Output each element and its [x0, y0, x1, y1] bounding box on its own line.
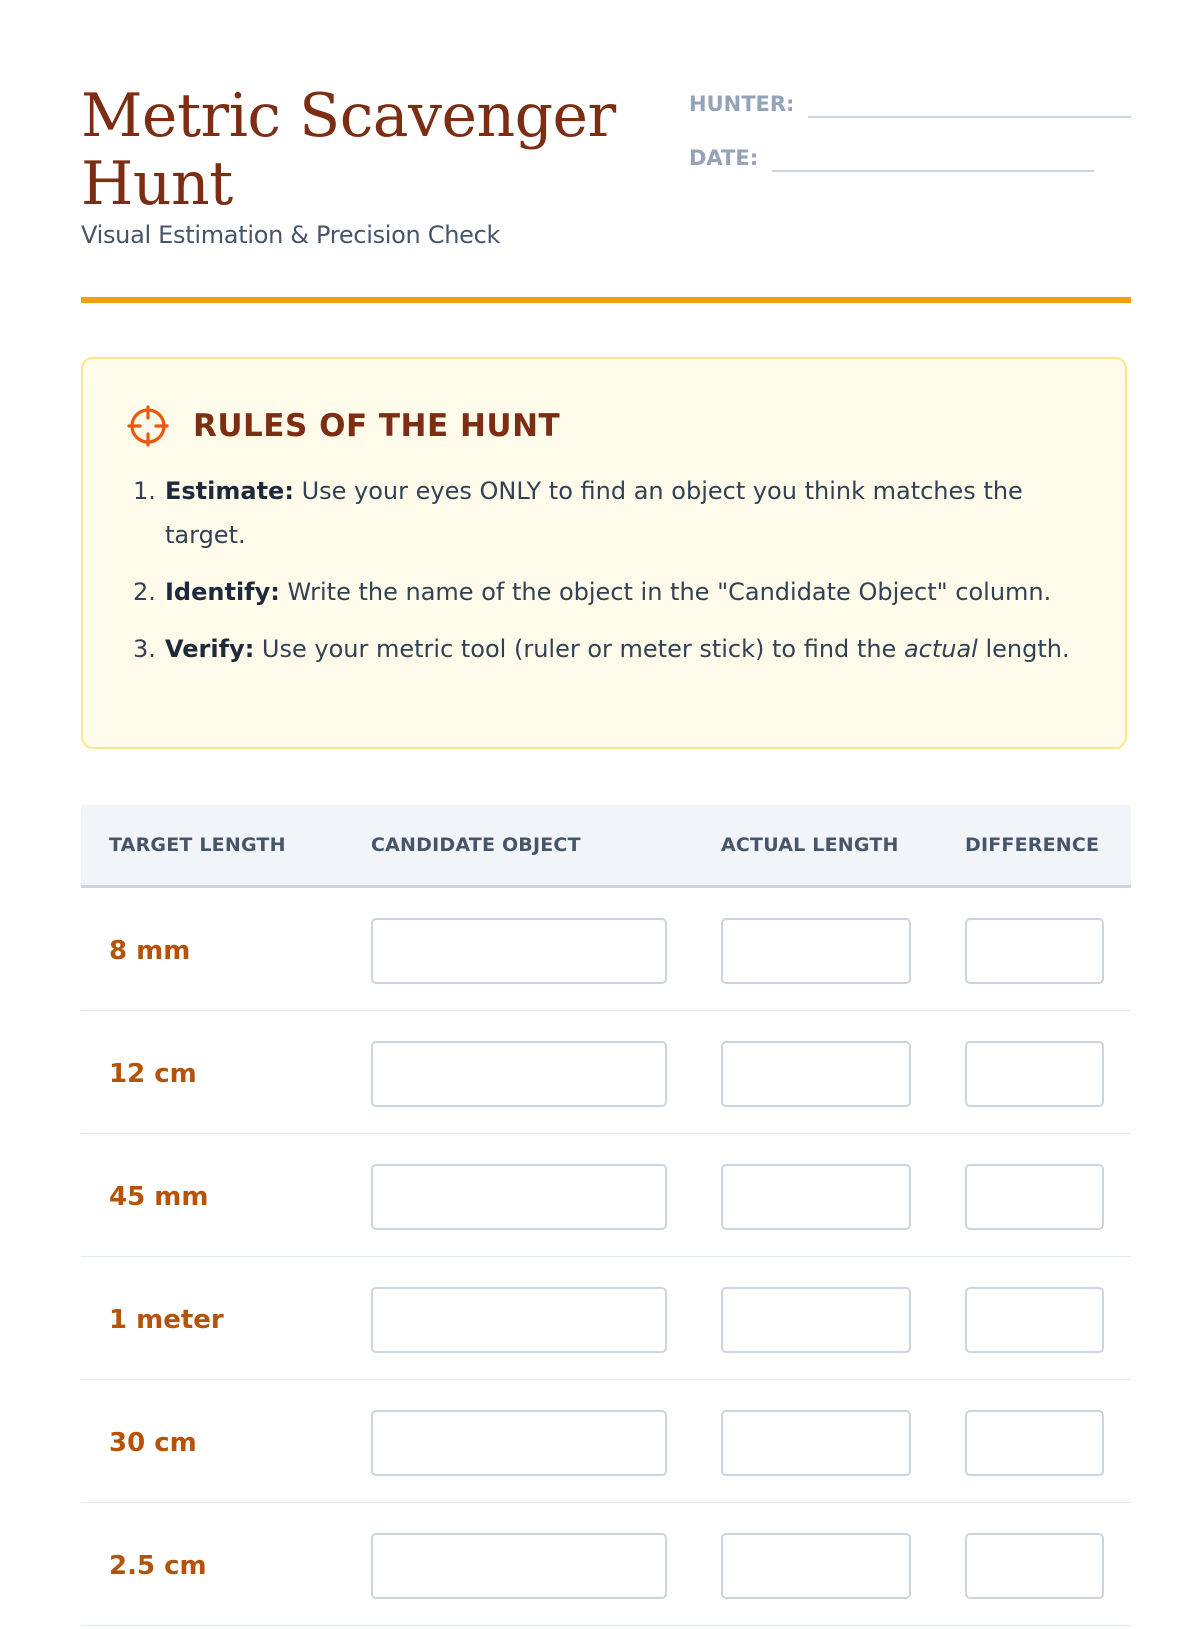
column-header-difference: DIFFERENCE [965, 834, 1100, 856]
target-length: 45 mm [109, 1182, 209, 1212]
rules-heading [127, 405, 560, 447]
candidate-object-input[interactable] [371, 1041, 667, 1107]
difference-input[interactable] [965, 1410, 1104, 1476]
column-header-candidate-object: CANDIDATE OBJECT [371, 834, 581, 856]
date-field [689, 140, 1094, 172]
candidate-object-input[interactable] [371, 1410, 667, 1476]
page-subtitle: Visual Estimation & Precision Check [81, 221, 501, 249]
crosshair-icon [127, 405, 169, 447]
target-length: 1 meter [109, 1305, 224, 1335]
table-row [81, 1380, 1131, 1503]
actual-length-input[interactable] [721, 1164, 911, 1230]
actual-length-input[interactable] [721, 918, 911, 984]
rules-list [133, 469, 1083, 684]
difference-input[interactable] [965, 918, 1104, 984]
date-label: DATE: [689, 146, 759, 170]
actual-length-input[interactable] [721, 1410, 911, 1476]
column-header-actual-length: ACTUAL LENGTH [721, 834, 899, 856]
candidate-object-input[interactable] [371, 1164, 667, 1230]
rule-number: 1. [133, 477, 156, 505]
table-row [81, 1134, 1131, 1257]
target-length: 2.5 cm [109, 1551, 207, 1581]
table-row [81, 1011, 1131, 1134]
candidate-object-input[interactable] [371, 1287, 667, 1353]
worksheet-header [81, 0, 1131, 305]
target-length: 12 cm [109, 1059, 197, 1089]
candidate-object-input[interactable] [371, 918, 667, 984]
actual-length-input[interactable] [721, 1533, 911, 1599]
target-length: 8 mm [109, 936, 191, 966]
worksheet-page [81, 0, 1131, 1581]
rule-term: Verify: [165, 635, 255, 663]
page-title: Metric Scavenger Hunt [81, 81, 616, 219]
rules-panel [81, 357, 1127, 749]
rule-text-end: length. [977, 635, 1070, 663]
table-row [81, 1503, 1131, 1626]
difference-input[interactable] [965, 1164, 1104, 1230]
actual-length-input[interactable] [721, 1041, 911, 1107]
rule-text: Write the name of the object in the "Candidate Object" column. [279, 578, 1052, 606]
target-length: 30 cm [109, 1428, 197, 1458]
difference-input[interactable] [965, 1533, 1104, 1599]
table-row [81, 1257, 1131, 1380]
hunter-label: HUNTER: [689, 92, 795, 116]
candidate-object-input[interactable] [371, 1533, 667, 1599]
header-divider [81, 297, 1131, 303]
rule-text: Use your eyes ONLY to find an object you think matches the target. [165, 477, 1023, 549]
rule-text: Use your metric tool (ruler or meter stick) to find the [254, 635, 904, 663]
difference-input[interactable] [965, 1041, 1104, 1107]
hunter-field [689, 86, 1131, 118]
rule-term: Identify: [165, 578, 280, 606]
rules-title: RULES OF THE HUNT [193, 408, 561, 444]
rule-number: 2. [133, 578, 156, 606]
rule-item-estimate [133, 469, 1083, 557]
rule-term: Estimate: [165, 477, 294, 505]
difference-input[interactable] [965, 1287, 1104, 1353]
table-header [81, 805, 1131, 888]
rule-item-identify [133, 570, 1083, 614]
rule-number: 3. [133, 635, 156, 663]
table-row [81, 888, 1131, 1011]
date-input-line[interactable] [772, 140, 1094, 172]
hunter-input-line[interactable] [808, 86, 1131, 118]
rule-emphasis: actual [903, 635, 978, 663]
hunt-table [81, 805, 1131, 1626]
actual-length-input[interactable] [721, 1287, 911, 1353]
rule-item-verify [133, 627, 1083, 671]
column-header-target-length: TARGET LENGTH [109, 834, 286, 856]
